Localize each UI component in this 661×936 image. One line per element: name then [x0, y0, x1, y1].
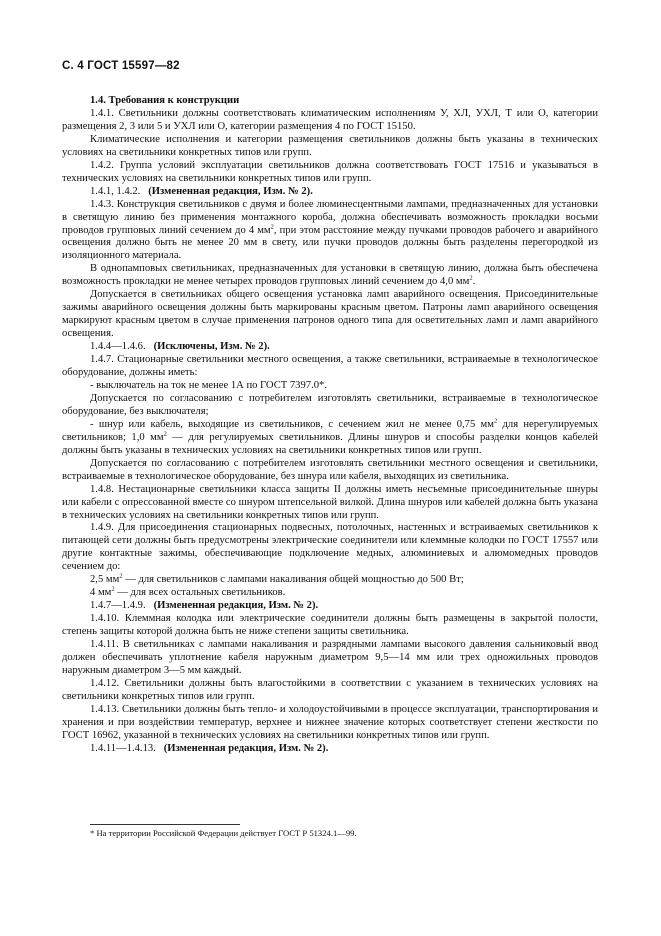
- paragraph-1-4-12: 1.4.12. Светильники должны быть влагостойкими в соответствии с указанием в технических условиях на светильники конкретных типов или групп.: [62, 677, 598, 702]
- revision-text: (Исключены, Изм. № 2).: [153, 341, 270, 353]
- text-run: — для светильников с лампами накаливания общей мощностью до 500 Вт;: [122, 574, 464, 586]
- paragraph-1-4-13: 1.4.13. Светильники должны быть тепло- и холодоустойчивыми в процессе эксплуатации, транспортирования и хранения и при воздействии температур, верхнее и нижнее значение которых соответствует степени жесткости по ГОСТ 16962, указанной в технических условиях на светильники конкретных типов или групп.: [62, 703, 598, 741]
- paragraph-emergency-lamps: Допускается в светильниках общего освещения установка ламп аварийного освещения. Присоединительные зажимы аварийного освещения должны быть маркированы красным цветом. Патроны ламп аварийного освещения маркируют красным цветом в случае применения патронов одного типа для осветительных ламп и ламп аварийного освещения.: [62, 289, 598, 340]
- section-title: 1.4. Требования к конструкции: [90, 95, 240, 106]
- list-item-switch: - выключатель на ток не менее 1А по ГОСТ 7397.0*.: [90, 379, 327, 391]
- clause-number: 1.4.11—1.4.13.: [90, 742, 156, 754]
- text-run: , при этом расстояние между пучками проводов рабочего и аварийного освещения должно быть не менее 20 мм в свету, или пучки проводов должны быть разделены перегородкой из изоляционного материала.: [62, 224, 599, 262]
- list-item-4mm: [62, 587, 598, 600]
- page-header: С. 4 ГОСТ 15597—82: [62, 60, 180, 72]
- paragraph-climate: Климатические исполнения и категории размещения светильников должны быть указаны в технических условиях на светильники конкретных типов или групп.: [62, 133, 598, 158]
- revision-text: (Измененная редакция, Изм. № 2).: [153, 600, 319, 612]
- superscript: 2: [163, 430, 167, 438]
- text-run: 4 мм: [90, 587, 112, 599]
- paragraph-1-4-1: 1.4.1. Светильники должны соответствовать климатическим исполнениям У, ХЛ, УХЛ, Т или О, категории размещения 2, 3 или 5 и УХЛ или О, категории размещения 4 по ГОСТ 15150.: [62, 107, 598, 132]
- footnote: * На территории Российской Федерации действует ГОСТ Р 51324.1—99.: [90, 828, 357, 838]
- text-run: — для всех остальных светильников.: [114, 587, 286, 599]
- paragraph-1-4-11: 1.4.11. В светильниках с лампами накаливания и разрядными лампами высокого давления сальниковый ввод должен обеспечивать уплотнение кабеля наружным диаметром 9,5—14 мм или трех одножильных проводов наружным диаметром 3—5 мм каждый.: [62, 639, 598, 676]
- text-run: В однопамповых светильниках, предназначенных для установки в светящую линию, должна быть обеспечена возможность прокладки не менее четырех проводов групповых линий сечением до 4,0 мм: [62, 263, 598, 288]
- text-run: .: [472, 276, 476, 288]
- footnote-divider: [90, 824, 240, 825]
- paragraph-no-cord: Допускается по согласованию с потребителем изготовлять светильники местного освещения и светильники, встраиваемые в технологическое оборудование, без шнура или кабеля, выходящих из светильника.: [62, 457, 598, 482]
- text-run: — для регулируемых светильников. Длины шнуров и способы разделки концов кабелей должны быть указаны в технических условиях на светильники конкретных типов или групп.: [62, 431, 598, 456]
- paragraph-1-4-7: 1.4.7. Стационарные светильники местного освещения, а также светильники, встраиваемые в технологическое оборудование, должны иметь:: [62, 354, 598, 379]
- clause-number: 1.4.7—1.4.9.: [90, 600, 146, 612]
- paragraph-no-switch: Допускается по согласованию с потребителем изготовлять светильники, встраиваемые в технологическое оборудование, без выключателя;: [62, 392, 598, 417]
- document-body: [62, 95, 598, 756]
- revision-text: (Измененная редакция, Изм. № 2).: [163, 742, 329, 754]
- superscript: 2: [493, 417, 498, 425]
- revision-note-1-4-11-13: [62, 743, 598, 756]
- list-item-2-5mm: [62, 574, 598, 587]
- clause-number: 1.4.4—1.4.6.: [90, 341, 146, 353]
- paragraph-1-4-3: [62, 199, 598, 264]
- paragraph-1-4-8: 1.4.8. Нестационарные светильники класса защиты II должны иметь несъемные присоединительные шнуры или кабели с опрессованной вместе со шнуром штепсельной вилкой. Длина шнуров или кабелей должна быть указана в технических условиях на светильники конкретных типов или групп.: [62, 483, 598, 521]
- revision-note-1-4-4-6: [62, 341, 598, 354]
- text-run: 1.4.3. Конструкция светильников с двумя и более люминесцентными лампами, предназначенных для установки в светящую линию без применения монтажного короба, должна обеспечивать возможность прокладки восьми проводов групповых линий сечением до 4 мм: [62, 198, 598, 236]
- paragraph-1-4-2: 1.4.2. Группа условий эксплуатации светильников должна соответствовать ГОСТ 17516 и указываться в технических условиях на светильники конкретных типов или групп.: [62, 159, 598, 184]
- paragraph-1-4-9: 1.4.9. Для присоединения стационарных подвесных, потолочных, настенных и встраиваемых светильников к питающей сети должны быть предусмотрены электрические соединители или клеммные колодки по ГОСТ 17557 или другие контактные зажимы, обеспечивающие подключение медных, алюминиевых и алюмомедных проводов сечением до:: [62, 522, 598, 573]
- list-item-cord: [62, 419, 598, 458]
- revision-note-1-4-1-2: [62, 186, 598, 199]
- superscript: 2: [111, 585, 115, 593]
- clause-number: 1.4.1, 1.4.2.: [90, 185, 141, 197]
- paragraph-single-lamp: [62, 263, 598, 289]
- text-run: - шнур или кабель, выходящие из светильников, с сечением жил не менее 0,75 мм: [90, 418, 494, 430]
- text-run: для нерегулируемых светильников; 1,0 мм: [62, 418, 598, 443]
- revision-note-1-4-7-9: [62, 600, 598, 613]
- superscript: 2: [270, 223, 274, 230]
- superscript: 2: [469, 274, 473, 282]
- superscript: 2: [119, 572, 123, 580]
- text-run: 2,5 мм: [90, 574, 120, 586]
- revision-text: (Измененная редакция, Изм. № 2).: [148, 185, 313, 197]
- paragraph-1-4-10: 1.4.10. Клеммная колодка или электрические соединители должны быть размещены в закрытой полости, степень защиты которой должна быть не ниже степени защиты светильника.: [62, 613, 598, 638]
